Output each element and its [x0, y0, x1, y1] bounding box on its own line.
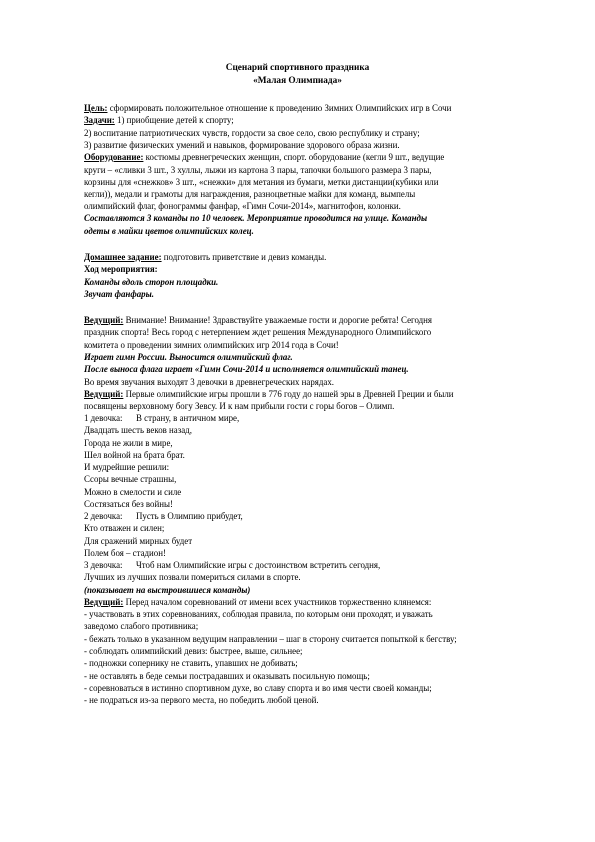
anthem-line-2: После выноса флага играет «Гимн Сочи-2014 и исполняется олимпийский танец.	[84, 364, 409, 374]
homework-line	[84, 252, 326, 263]
homework-label: Домашнее задание:	[84, 252, 162, 262]
girl-2-verse-1: Пусть в Олимпию прибудет,	[136, 511, 243, 521]
leader-3-text: Перед началом соревнований от имени всех участников торжественно клянемся:	[123, 597, 432, 607]
girl-1-verse-1: В страну, в античном мире,	[136, 413, 240, 423]
teams-line-2: одеты в майки цветов олимпийских колец.	[84, 226, 254, 236]
girl-1-line-1	[84, 413, 239, 424]
girl-2-verse-2: Кто отважен и силен;	[84, 523, 165, 533]
girl-3-verse-1: Чтоб нам Олимпийские игры с достоинством встретить сегодня,	[136, 560, 381, 570]
tasks-3: 3) развитие физических умений и навыков, формирование здорового образа жизни.	[84, 140, 400, 150]
girl-3-label: 3 девочка:	[84, 560, 123, 570]
tasks-1: 1) приобщение детей к спорту;	[114, 115, 234, 125]
leader-speech-1	[84, 315, 432, 326]
girl-1-verse-4: Шел войной на брата брат.	[84, 450, 185, 460]
leader-label: Ведущий:	[84, 315, 124, 325]
oath-4: - подножки сопернику не ставить, упавших не добивать;	[84, 658, 298, 668]
leader-label: Ведущий:	[84, 597, 124, 607]
girl-1-verse-7: Можно в смелости и силе	[84, 487, 182, 497]
tasks-line	[84, 115, 234, 126]
doc-title: Сценарий спортивного праздника	[225, 63, 370, 73]
girl-2-verse-3: Для сражений мирных будет	[84, 536, 193, 546]
girls-enter: Во время звучания выходят 3 девочки в древнегреческих нарядах.	[84, 377, 334, 387]
leader-speech-2	[84, 389, 454, 400]
oath-1: - участвовать в этих соревнованиях, соблюдая правила, по которым они проходят, и уважать	[84, 609, 433, 619]
leader-1-text: Внимание! Внимание! Здравствуйте уважаемые гости и дорогие ребята! Сегодня	[123, 315, 432, 325]
anthem-line-1: Играет гимн России. Выносится олимпийский флаг.	[84, 352, 293, 362]
doc-subtitle: «Малая Олимпиада»	[253, 76, 342, 86]
girl-1-verse-8: Состязаться без войны!	[84, 499, 173, 509]
course-heading: Ход мероприятия:	[84, 264, 158, 274]
equipment-1: костюмы древнегреческих женщин, спорт. оборудование (кегли 9 шт., ведущие	[143, 152, 445, 162]
equipment-5: олимпийский флаг, фонограммы фанфар, «Гимн Сочи-2014», магнитофон, колонки.	[84, 201, 401, 211]
girl-3-line-1	[84, 560, 380, 571]
goal-line	[84, 103, 451, 114]
equipment-3: корзины для «снежков» 3 шт., «снежки» для метания из бумаги, метки дистанции(кубики или	[84, 177, 439, 187]
girl-2-label: 2 девочка:	[84, 511, 123, 521]
equipment-label: Оборудование:	[84, 152, 144, 162]
equipment-line	[84, 152, 444, 163]
girl-1-verse-5: И мудрейшие решили:	[84, 462, 170, 472]
course-2: Звучат фанфары.	[84, 289, 154, 299]
tasks-2: 2) воспитание патриотических чувств, гордости за свое село, свою республику и страну;	[84, 128, 420, 138]
girl-1-verse-3: Города не жили в мире,	[84, 438, 173, 448]
girl-1-verse-2: Двадцать шесть веков назад,	[84, 425, 192, 435]
leader-speech-3	[84, 597, 431, 608]
leader-2-text: Первые олимпийские игры прошли в 776 году до нашей эры в Древней Греции и были	[123, 389, 454, 399]
leader-label: Ведущий:	[84, 389, 124, 399]
leader-2-line-2: посвящены верховному богу Зевсу. И к нам прибыли гости с горы богов – Олимп.	[84, 401, 395, 411]
oath-1-cont: заведомо слабого противника;	[84, 621, 199, 631]
oath-6: - соревноваться в истинно спортивном духе, во славу спорта и во имя чести своей команды;	[84, 683, 432, 693]
oath-7: - не подраться из-за первого места, но победить любой ценой.	[84, 695, 319, 705]
girl-2-verse-4: Полем боя – стадион!	[84, 548, 166, 558]
girl-3-verse-2: Лучших из лучших позвали помериться силами в спорте.	[84, 572, 301, 582]
goal-label: Цель:	[84, 103, 108, 113]
equipment-2: круги – «сливки 3 шт., 3 хуллы, лыжи из картона 3 пары, тапочки большого размера 3 пары,	[84, 165, 432, 175]
oath-5: - не оставлять в беде семьи пострадавших и оказывать посильную помощь;	[84, 671, 370, 681]
oath-2: - бежать только в указанном ведущим направлении – шаг в сторону считается попыткой к бегству;	[84, 634, 457, 644]
teams-line-1: Составляются 3 команды по 10 человек. Мероприятие проводится на улице. Команды	[84, 213, 428, 223]
oath-3: - соблюдать олимпийский девиз: быстрее, выше, сильнее;	[84, 646, 303, 656]
equipment-4: кегли)), медали и грамоты для награждения, разноцветные майки для команд, вымпелы	[84, 189, 416, 199]
goal-text: сформировать положительное отношение к проведению Зимних Олимпийских игр в Сочи	[107, 103, 452, 113]
girl-2-line-1	[84, 511, 243, 522]
girl-1-verse-6: Ссоры вечные страшны,	[84, 474, 177, 484]
leader-1-line-2: праздник спорта! Весь город с нетерпением ждет решения Международного Олимпийского	[84, 327, 432, 337]
homework-text: подготовить приветствие и девиз команды.	[161, 252, 327, 262]
course-1: Команды вдоль сторон площадки.	[84, 277, 219, 287]
tasks-label: Задачи:	[84, 115, 115, 125]
girl-3-stage-direction: (показывает на выстроившиеся команды)	[84, 585, 251, 595]
leader-1-line-3: комитета о проведении зимних олимпийских игр 2014 года в Сочи!	[84, 340, 339, 350]
girl-1-label: 1 девочка:	[84, 413, 123, 423]
